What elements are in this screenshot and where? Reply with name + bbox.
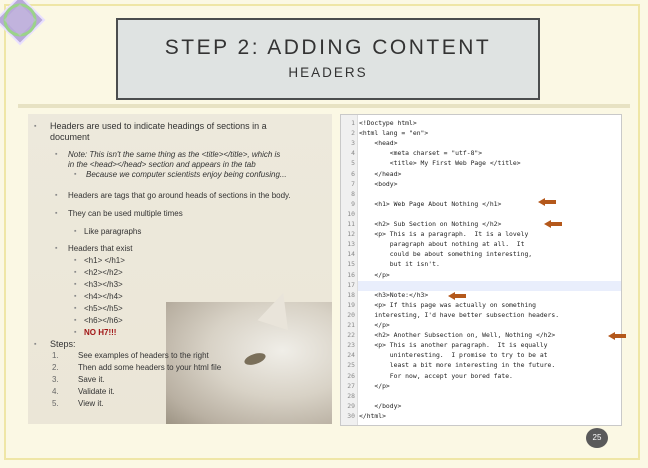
bullet-icon: ▪	[74, 257, 77, 264]
step-text: Save it.	[78, 375, 105, 384]
cat-eye-shape	[243, 351, 267, 367]
bullet-tags: Headers are tags that go around heads of sections in the body.	[68, 191, 291, 200]
line-number: 7	[351, 179, 355, 188]
header-item: <h3></h3>	[84, 280, 123, 289]
step-text: Validate it.	[78, 387, 115, 396]
code-text: <title> My First Web Page </title>	[359, 159, 521, 168]
bullet-icon: ▪	[55, 210, 58, 217]
code-text: </p>	[359, 381, 390, 390]
bullet-headers-purpose-cont: document	[50, 132, 90, 142]
code-text: <h2> Another Subsection on, Well, Nothing </h2>	[359, 331, 556, 340]
code-text: </head>	[359, 169, 402, 178]
bullet-paragraphs: Like paragraphs	[84, 227, 142, 236]
arrow-icon	[538, 198, 556, 206]
code-text: </html>	[359, 411, 386, 420]
line-number: 9	[351, 199, 355, 208]
code-text: For now, accept your bored fate.	[359, 371, 513, 380]
header-item: <h4></h4>	[84, 292, 123, 301]
line-number: 11	[347, 220, 355, 228]
bullet-icon: ▪	[34, 341, 37, 348]
bullet-icon: ▪	[74, 305, 77, 312]
code-text: </body>	[359, 401, 402, 410]
bullet-icon: ▪	[55, 192, 58, 199]
line-number: 5	[351, 159, 355, 168]
header-item: <h1> </h1>	[84, 256, 125, 265]
code-text: <h1> Web Page About Nothing </h1>	[359, 199, 502, 208]
slide-title: STEP 2: ADDING CONTENT	[164, 36, 492, 59]
line-number: 8	[351, 189, 355, 198]
line-number: 20	[347, 310, 355, 319]
header-item: <h2></h2>	[84, 268, 123, 277]
line-number: 26	[347, 371, 355, 380]
code-text: <p> This is another paragraph. It is equally	[359, 341, 548, 350]
line-number: 15	[347, 260, 355, 269]
line-number: 24	[347, 351, 355, 360]
step-number: 1.	[52, 351, 59, 360]
bullet-icon: ▪	[74, 293, 77, 300]
line-number: 30	[347, 411, 355, 420]
line-number: 28	[347, 391, 355, 400]
step-number: 2.	[52, 363, 59, 372]
step-number: 3.	[52, 375, 59, 384]
line-number: 19	[347, 300, 355, 309]
code-text: but it isn't.	[359, 260, 440, 269]
bullet-icon: ▪	[74, 171, 77, 178]
line-number: 4	[351, 149, 355, 158]
line-number: 2	[351, 129, 355, 138]
note-line-1: Note: This isn't the same thing as the <title></title>, which is	[68, 150, 281, 159]
code-text: <html lang = "en">	[359, 129, 429, 138]
line-number: 27	[347, 381, 355, 390]
line-number: 14	[347, 250, 355, 259]
code-text: interesting, I'd have better subsection headers.	[359, 310, 560, 319]
line-number: 10	[347, 209, 355, 218]
code-editor	[340, 114, 622, 426]
code-text: </p>	[359, 270, 390, 279]
code-text: least a bit more interesting in the future.	[359, 361, 556, 370]
note-line-2: in the <head></head> section and appears in the tab	[68, 160, 256, 169]
step-text: Then add some headers to your html file	[78, 363, 222, 372]
code-text: could be about something interesting,	[359, 250, 533, 259]
code-text: <h3>Note:</h3>	[359, 290, 429, 299]
code-text: <h2> Sub Section on Nothing </h2>	[359, 220, 502, 228]
page-number-badge: 25	[586, 428, 608, 448]
code-text: </p>	[359, 321, 390, 329]
bullet-icon: ▪	[74, 269, 77, 276]
bullet-icon: ▪	[74, 317, 77, 324]
step-number: 4.	[52, 387, 59, 396]
header-item: <h5></h5>	[84, 304, 123, 313]
code-text: <meta charset = "utf-8">	[359, 149, 483, 158]
header-item: <h6></h6>	[84, 316, 123, 325]
line-number: 29	[347, 401, 355, 410]
step-number: 5.	[52, 399, 59, 408]
decorative-diamond-icon	[0, 0, 46, 46]
arrow-icon	[544, 220, 562, 228]
arrow-icon	[448, 292, 466, 300]
line-number: 3	[351, 139, 355, 148]
line-number: 13	[347, 240, 355, 249]
slide-subtitle: HEADERS	[288, 65, 368, 80]
bullet-icon: ▪	[55, 151, 58, 158]
line-number: 6	[351, 169, 355, 178]
bullet-icon: ▪	[74, 329, 77, 336]
line-number: 12	[347, 230, 355, 239]
bullet-headers-purpose: Headers are used to indicate headings of sections in a	[50, 121, 267, 131]
line-number: 21	[347, 321, 355, 329]
note-sub: Because we computer scientists enjoy being confusing...	[86, 170, 287, 179]
arrow-icon	[608, 332, 626, 340]
line-number: 25	[347, 361, 355, 370]
step-text: View it.	[78, 399, 104, 408]
slide-title-box	[116, 18, 540, 100]
bullet-icon: ▪	[34, 123, 37, 130]
bullet-multiple: They can be used multiple times	[68, 209, 183, 218]
code-text: uninteresting. I promise to try to be at	[359, 351, 548, 360]
code-text: paragraph about nothing at all. It	[359, 240, 525, 249]
line-number: 1	[351, 119, 355, 127]
line-number: 23	[347, 341, 355, 350]
bullet-icon: ▪	[55, 245, 58, 252]
bullet-icon: ▪	[74, 281, 77, 288]
line-number: 16	[347, 270, 355, 279]
line-number: 18	[347, 290, 355, 299]
code-text: <body>	[359, 179, 398, 188]
code-line	[341, 411, 621, 422]
steps-label: Steps:	[50, 339, 76, 349]
bullet-exist: Headers that exist	[68, 244, 133, 253]
code-text: <p> This is a paragraph. It is a lovely	[359, 230, 529, 239]
code-text: <p> If this page was actually on something	[359, 300, 536, 309]
line-number: 22	[347, 331, 355, 340]
code-text: <head>	[359, 139, 398, 148]
bullet-icon: ▪	[74, 228, 77, 235]
line-number: 17	[347, 280, 355, 289]
code-text: <!Doctype html>	[359, 119, 417, 127]
no-h7-warning: NO H7!!!	[84, 328, 117, 337]
divider	[18, 104, 630, 108]
step-text: See examples of headers to the right	[78, 351, 209, 360]
